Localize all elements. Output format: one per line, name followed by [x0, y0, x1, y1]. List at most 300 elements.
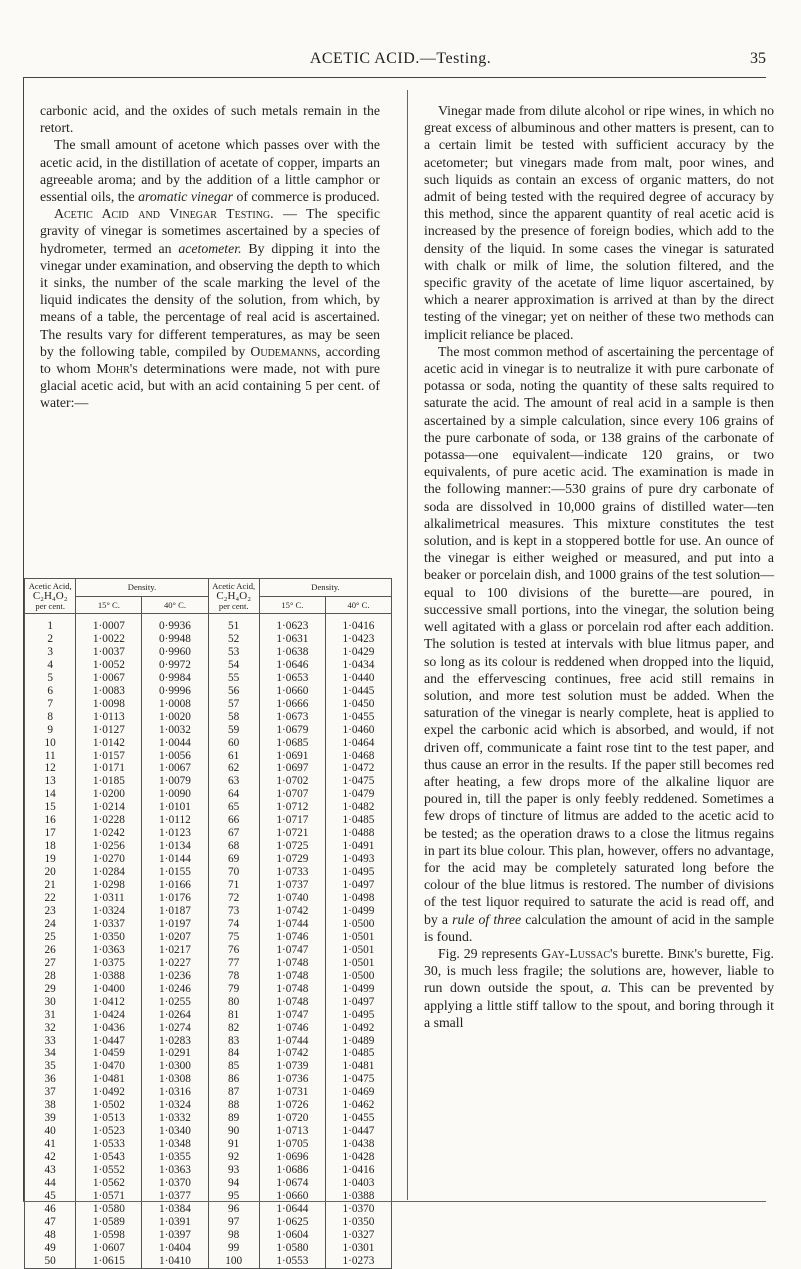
table-cell: 0·9996	[142, 685, 208, 698]
table-cell: 68	[208, 840, 259, 853]
table-cell: 1·0673	[259, 711, 325, 724]
table-cell: 1·0101	[142, 801, 208, 814]
table-row	[25, 931, 392, 944]
table-cell: 1·0497	[325, 996, 391, 1009]
table-cell: 1·0660	[259, 685, 325, 698]
table-cell: 1·0475	[325, 1073, 391, 1086]
table-cell: 76	[208, 944, 259, 957]
table-row	[25, 879, 392, 892]
table-cell: 1·0007	[76, 614, 142, 633]
table-cell: 1·0495	[325, 866, 391, 879]
table-cell: 1·0284	[76, 866, 142, 879]
table-cell: 1·0157	[76, 750, 142, 763]
left-paragraph-3-c: , according to whom	[40, 343, 380, 377]
table-cell: 1·0291	[142, 1047, 208, 1060]
table-row	[25, 1099, 392, 1112]
table-cell: 35	[25, 1060, 76, 1073]
left-paragraph-3-b: By dipping it into the vinegar under examination, and observing the depth to which it sinks, the number of the scale marking the level of the liquid indicates the density of the solution, from which, by means of a table, the percentage of real acid is ascertained. The results vary for different temperatures, as may be seen by the following table, compiled by	[40, 240, 380, 359]
table-cell: 1·0702	[259, 775, 325, 788]
table-cell: 1·0217	[142, 944, 208, 957]
table-cell: 1·0274	[142, 1022, 208, 1035]
table-cell: 92	[208, 1151, 259, 1164]
table-cell: 1·0400	[76, 983, 142, 996]
table-cell: 81	[208, 1009, 259, 1022]
table-row	[25, 866, 392, 879]
table-cell: 0·9948	[142, 633, 208, 646]
table-cell: 89	[208, 1112, 259, 1125]
table-cell: 64	[208, 788, 259, 801]
table-cell: 1·0455	[325, 1112, 391, 1125]
table-cell: 38	[25, 1099, 76, 1112]
table-cell: 29	[25, 983, 76, 996]
table-cell: 1·0391	[142, 1216, 208, 1229]
table-cell: 41	[25, 1138, 76, 1151]
table-cell: 37	[25, 1086, 76, 1099]
table-cell: 1·0067	[76, 672, 142, 685]
table-cell: 17	[25, 827, 76, 840]
table-cell: 65	[208, 801, 259, 814]
table-cell: 1·0625	[259, 1216, 325, 1229]
table-cell: 14	[25, 788, 76, 801]
table-cell: 1·0123	[142, 827, 208, 840]
right-paragraph-3-c: burette, Fig. 30, is much less fragile; the solutions are, however, liable to run down outside the spout,	[424, 945, 774, 996]
table-cell: 1·0301	[325, 1242, 391, 1255]
table-cell: 94	[208, 1177, 259, 1190]
table-cell: 1·0739	[259, 1060, 325, 1073]
header-acid-label: Acetic Acid,	[28, 581, 72, 591]
table-row	[25, 1073, 392, 1086]
table-cell: 1·0008	[142, 698, 208, 711]
page-title: ACETIC ACID.—Testing.	[309, 50, 492, 67]
table-cell: 6	[25, 685, 76, 698]
table-cell: 1·0228	[76, 814, 142, 827]
table-cell: 1·0644	[259, 1203, 325, 1216]
table-cell: 1·0638	[259, 646, 325, 659]
table-cell: 1·0499	[325, 905, 391, 918]
table-row	[25, 1009, 392, 1022]
table-cell: 1·0553	[259, 1255, 325, 1268]
right-paragraph-3-b: burette.	[618, 945, 668, 961]
table-cell: 0·9984	[142, 672, 208, 685]
gay-lussac-name: Gay-Lussac's	[541, 945, 619, 961]
table-cell: 1·0746	[259, 931, 325, 944]
table-cell: 1·0090	[142, 788, 208, 801]
table-row	[25, 1229, 392, 1242]
table-cell: 1·0197	[142, 918, 208, 931]
table-cell: 1·0696	[259, 1151, 325, 1164]
table-cell: 98	[208, 1229, 259, 1242]
table-cell: 1·0740	[259, 892, 325, 905]
table-cell: 1·0052	[76, 659, 142, 672]
bink-name: Bink's	[667, 945, 703, 961]
table-row	[25, 1086, 392, 1099]
table-row	[25, 750, 392, 763]
table-cell: 73	[208, 905, 259, 918]
density-table	[24, 578, 392, 1269]
table-cell: 82	[208, 1022, 259, 1035]
table-cell: 1·0501	[325, 957, 391, 970]
table-cell: 1·0337	[76, 918, 142, 931]
table-cell: 93	[208, 1164, 259, 1177]
table-row	[25, 840, 392, 853]
table-cell: 1·0308	[142, 1073, 208, 1086]
table-cell: 1·0207	[142, 931, 208, 944]
table-cell: 67	[208, 827, 259, 840]
table-cell: 1·0450	[325, 698, 391, 711]
table-cell: 1·0748	[259, 970, 325, 983]
table-cell: 1·0666	[259, 698, 325, 711]
table-cell: 1·0166	[142, 879, 208, 892]
table-cell: 56	[208, 685, 259, 698]
table-cell: 1·0300	[142, 1060, 208, 1073]
table-cell: 1·0429	[325, 646, 391, 659]
table-cell: 1·0492	[76, 1086, 142, 1099]
table-cell: 51	[208, 614, 259, 633]
table-cell: 1·0020	[142, 711, 208, 724]
left-paragraph-3-d: determinations were made, not with pure glacial acetic acid, but with an acid containing 5 per cent. of water:—	[40, 361, 380, 411]
table-cell: 55	[208, 672, 259, 685]
table-row	[25, 672, 392, 685]
table-cell: 1·0470	[76, 1060, 142, 1073]
table-cell: 1·0127	[76, 724, 142, 737]
table-row	[25, 892, 392, 905]
left-paragraph-1	[40, 102, 380, 136]
table-cell: 61	[208, 750, 259, 763]
header-formula: C₂H₄O₂	[216, 590, 252, 602]
table-cell: 1·0242	[76, 827, 142, 840]
table-cell: 1·0098	[76, 698, 142, 711]
table-cell: 1·0481	[325, 1060, 391, 1073]
table-cell: 1·0747	[259, 944, 325, 957]
table-cell: 23	[25, 905, 76, 918]
author-mohr: Mohr's	[96, 361, 138, 377]
table-cell: 1·0744	[259, 918, 325, 931]
table-cell: 1·0384	[142, 1203, 208, 1216]
table-cell: 1·0214	[76, 801, 142, 814]
table-row	[25, 1112, 392, 1125]
table-row	[25, 762, 392, 775]
header-formula: C₂H₄O₂	[32, 590, 68, 602]
table-row	[25, 1164, 392, 1177]
table-cell: 1·0370	[325, 1203, 391, 1216]
table-cell: 1·0397	[142, 1229, 208, 1242]
table-cell: 4	[25, 659, 76, 672]
table-row	[25, 1255, 392, 1268]
header-percent: per cent.	[35, 601, 65, 611]
table-cell: 1·0424	[76, 1009, 142, 1022]
table-cell: 1·0747	[259, 1009, 325, 1022]
table-cell: 1·0736	[259, 1073, 325, 1086]
table-cell: 1·0327	[325, 1229, 391, 1242]
table-cell: 1·0513	[76, 1112, 142, 1125]
table-row	[25, 1242, 392, 1255]
table-cell: 9	[25, 724, 76, 737]
table-cell: 11	[25, 750, 76, 763]
table-row	[25, 698, 392, 711]
table-cell: 1·0733	[259, 866, 325, 879]
table-row	[25, 788, 392, 801]
table-cell: 97	[208, 1216, 259, 1229]
aromatic-vinegar-term: aromatic vinegar	[138, 189, 234, 205]
table-cell: 1·0037	[76, 646, 142, 659]
table-cell: 36	[25, 1073, 76, 1086]
table-cell: 1·0726	[259, 1099, 325, 1112]
table-cell: 43	[25, 1164, 76, 1177]
table-cell: 1·0134	[142, 840, 208, 853]
table-cell: 78	[208, 970, 259, 983]
table-cell: 86	[208, 1073, 259, 1086]
table-row	[25, 685, 392, 698]
table-cell: 8	[25, 711, 76, 724]
table-cell: 74	[208, 918, 259, 931]
table-row	[25, 1060, 392, 1073]
table-cell: 1·0697	[259, 762, 325, 775]
table-row	[25, 983, 392, 996]
table-row	[25, 1035, 392, 1048]
table-cell: 1·0712	[259, 801, 325, 814]
table-cell: 1·0416	[325, 614, 391, 633]
table-row	[25, 827, 392, 840]
table-cell: 1·0499	[325, 983, 391, 996]
table-cell: 1·0552	[76, 1164, 142, 1177]
table-cell: 1·0488	[325, 827, 391, 840]
table-cell: 85	[208, 1060, 259, 1073]
table-cell: 1·0142	[76, 737, 142, 750]
table-cell: 44	[25, 1177, 76, 1190]
table-cell: 1·0742	[259, 905, 325, 918]
header-15c-right: 15° C.	[259, 596, 325, 614]
right-paragraph-3-a: Fig. 29 represents	[438, 945, 542, 961]
table-cell: 1·0748	[259, 996, 325, 1009]
table-cell: 1·0032	[142, 724, 208, 737]
table-cell: 1·0324	[142, 1099, 208, 1112]
table-cell: 1·0489	[325, 1035, 391, 1048]
table-cell: 1·0083	[76, 685, 142, 698]
table-cell: 1·0475	[325, 775, 391, 788]
table-cell: 1·0410	[142, 1255, 208, 1268]
table-cell: 46	[25, 1203, 76, 1216]
table-row	[25, 801, 392, 814]
table-cell: 100	[208, 1255, 259, 1268]
table-cell: 1·0631	[259, 633, 325, 646]
table-cell: 1·0428	[325, 1151, 391, 1164]
table-cell: 58	[208, 711, 259, 724]
table-cell: 1·0044	[142, 737, 208, 750]
table-cell: 83	[208, 1035, 259, 1048]
table-cell: 1·0436	[76, 1022, 142, 1035]
table-cell: 1·0691	[259, 750, 325, 763]
table-cell: 95	[208, 1190, 259, 1203]
header-density-right: Density.	[259, 579, 391, 597]
table-cell: 1·0370	[142, 1177, 208, 1190]
table-cell: 1·0363	[142, 1164, 208, 1177]
right-paragraph-3-d: This can be prevented by applying a little stiff tallow to the spout, and boring through it a small	[424, 980, 775, 1030]
table-cell: 1·0685	[259, 737, 325, 750]
table-row	[25, 1022, 392, 1035]
table-cell: 80	[208, 996, 259, 1009]
table-cell: 1·0493	[325, 853, 391, 866]
table-cell: 52	[208, 633, 259, 646]
table-row	[25, 905, 392, 918]
table-cell: 54	[208, 659, 259, 672]
table-cell: 99	[208, 1242, 259, 1255]
table-row	[25, 1151, 392, 1164]
table-cell: 1·0729	[259, 853, 325, 866]
table-cell: 1·0485	[325, 1047, 391, 1060]
table-cell: 1·0731	[259, 1086, 325, 1099]
table-cell: 90	[208, 1125, 259, 1138]
right-paragraph-2-end: calculation the amount of acid in the sample is found.	[424, 911, 774, 944]
table-cell: 1·0324	[76, 905, 142, 918]
table-cell: 1·0316	[142, 1086, 208, 1099]
table-cell: 1·0455	[325, 711, 391, 724]
page-number: 35	[750, 50, 766, 67]
table-cell: 1·0604	[259, 1229, 325, 1242]
table-cell: 1·0144	[142, 853, 208, 866]
table-row	[25, 957, 392, 970]
table-row	[25, 711, 392, 724]
table-cell: 60	[208, 737, 259, 750]
table-row	[25, 996, 392, 1009]
table-cell: 1·0498	[325, 892, 391, 905]
table-cell: 87	[208, 1086, 259, 1099]
table-cell: 50	[25, 1255, 76, 1268]
table-cell: 66	[208, 814, 259, 827]
table-cell: 84	[208, 1047, 259, 1060]
header-rule	[23, 77, 766, 78]
table-cell: 1·0022	[76, 633, 142, 646]
header-percent: per cent.	[218, 601, 249, 611]
table-cell: 1·0200	[76, 788, 142, 801]
table-cell: 1·0580	[76, 1203, 142, 1216]
table-cell: 77	[208, 957, 259, 970]
table-cell: 10	[25, 737, 76, 750]
table-cell: 1·0571	[76, 1190, 142, 1203]
table-cell: 1·0721	[259, 827, 325, 840]
table-cell: 1·0298	[76, 879, 142, 892]
table-cell: 1·0256	[76, 840, 142, 853]
table-cell: 3	[25, 646, 76, 659]
table-cell: 75	[208, 931, 259, 944]
table-cell: 22	[25, 892, 76, 905]
table-cell: 1·0067	[142, 762, 208, 775]
table-cell: 1·0742	[259, 1047, 325, 1060]
acetometer-term: acetometer.	[178, 240, 242, 256]
table-cell: 40	[25, 1125, 76, 1138]
right-paragraph-1-text: Vinegar made from dilute alcohol or ripe wines, in which no great excess of albuminous and other matters is present, can to a certain limit be tested with sufficient accuracy by the acetometer; but vinegars made from malt, poor wines, and such liquids as contain an excess of organic matters, do not admit of being tested with the required degree of accuracy by this method, since the apparent quantity of real acetic acid is increased by the presence of foreign bodies, which add to the density of the liquid. In some cases the vinegar is saturated with chalk or milk of lime, the solution filtered, and the specific gravity of the acetate of lime liquor ascertained, by which a nearer approximation is arrived at than by the direct testing of the vinegar; yet on neither of these two methods can implicit reliance be placed.	[424, 103, 774, 342]
left-column	[40, 102, 380, 412]
table-cell: 1·0502	[76, 1099, 142, 1112]
header-40c-left: 40° C.	[142, 596, 208, 614]
table-cell: 1·0744	[259, 1035, 325, 1048]
table-cell: 1·0155	[142, 866, 208, 879]
table-cell: 96	[208, 1203, 259, 1216]
rule-of-three-term: rule of three	[452, 911, 522, 927]
table-cell: 12	[25, 762, 76, 775]
table-cell: 1·0447	[325, 1125, 391, 1138]
table-cell: 72	[208, 892, 259, 905]
bottom-rule	[23, 1201, 766, 1202]
left-paragraph-3-a: — The specific gravity of vinegar is sometimes ascertained by a species of hydrometer, termed an	[40, 206, 381, 256]
table-cell: 1·0462	[325, 1099, 391, 1112]
table-row	[25, 918, 392, 931]
table-cell: 1·0646	[259, 659, 325, 672]
table-cell: 1·0350	[325, 1216, 391, 1229]
table-cell: 30	[25, 996, 76, 1009]
header-40c-right: 40° C.	[325, 596, 391, 614]
table-cell: 47	[25, 1216, 76, 1229]
table-cell: 1	[25, 614, 76, 633]
table-cell: 48	[25, 1229, 76, 1242]
table-cell: 15	[25, 801, 76, 814]
table-row	[25, 775, 392, 788]
table-cell: 70	[208, 866, 259, 879]
table-cell: 1·0674	[259, 1177, 325, 1190]
table-cell: 1·0748	[259, 983, 325, 996]
table-cell: 1·0236	[142, 970, 208, 983]
table-row	[25, 737, 392, 750]
table-cell: 0·9972	[142, 659, 208, 672]
table-cell: 79	[208, 983, 259, 996]
table-row	[25, 646, 392, 659]
table-cell: 32	[25, 1022, 76, 1035]
table-cell: 1·0348	[142, 1138, 208, 1151]
table-cell: 1·0481	[76, 1073, 142, 1086]
table-cell: 1·0283	[142, 1035, 208, 1048]
table-cell: 1·0311	[76, 892, 142, 905]
table-cell: 1·0748	[259, 957, 325, 970]
table-cell: 88	[208, 1099, 259, 1112]
table-cell: 1·0412	[76, 996, 142, 1009]
table-cell: 18	[25, 840, 76, 853]
left-paragraph-1-text: carbonic acid, and the oxides of such metals remain in the retort.	[40, 103, 380, 136]
table-cell: 39	[25, 1112, 76, 1125]
table-cell: 1·0598	[76, 1229, 142, 1242]
table-cell: 1·0460	[325, 724, 391, 737]
table-cell: 1·0543	[76, 1151, 142, 1164]
table-cell: 57	[208, 698, 259, 711]
table-cell: 71	[208, 879, 259, 892]
table-row	[25, 1047, 392, 1060]
table-cell: 1·0501	[325, 931, 391, 944]
table-row	[25, 814, 392, 827]
table-cell: 1·0447	[76, 1035, 142, 1048]
table-row	[25, 1138, 392, 1151]
header-15c-left: 15° C.	[76, 596, 142, 614]
table-cell: 42	[25, 1151, 76, 1164]
table-cell: 21	[25, 879, 76, 892]
table-cell: 1·0623	[259, 614, 325, 633]
table-cell: 1·0340	[142, 1125, 208, 1138]
table-cell: 1·0171	[76, 762, 142, 775]
right-paragraph-2	[424, 343, 774, 945]
table-cell: 1·0707	[259, 788, 325, 801]
table-cell: 1·0660	[259, 1190, 325, 1203]
table-row	[25, 1125, 392, 1138]
table-cell: 1·0523	[76, 1125, 142, 1138]
table-cell: 1·0615	[76, 1255, 142, 1268]
table-cell: 63	[208, 775, 259, 788]
table-cell: 1·0438	[325, 1138, 391, 1151]
table-cell: 1·0246	[142, 983, 208, 996]
table-cell: 1·0725	[259, 840, 325, 853]
table-cell: 31	[25, 1009, 76, 1022]
table-cell: 1·0482	[325, 801, 391, 814]
table-cell: 1·0187	[142, 905, 208, 918]
table-cell: 25	[25, 931, 76, 944]
table-cell: 1·0485	[325, 814, 391, 827]
table-cell: 1·0355	[142, 1151, 208, 1164]
